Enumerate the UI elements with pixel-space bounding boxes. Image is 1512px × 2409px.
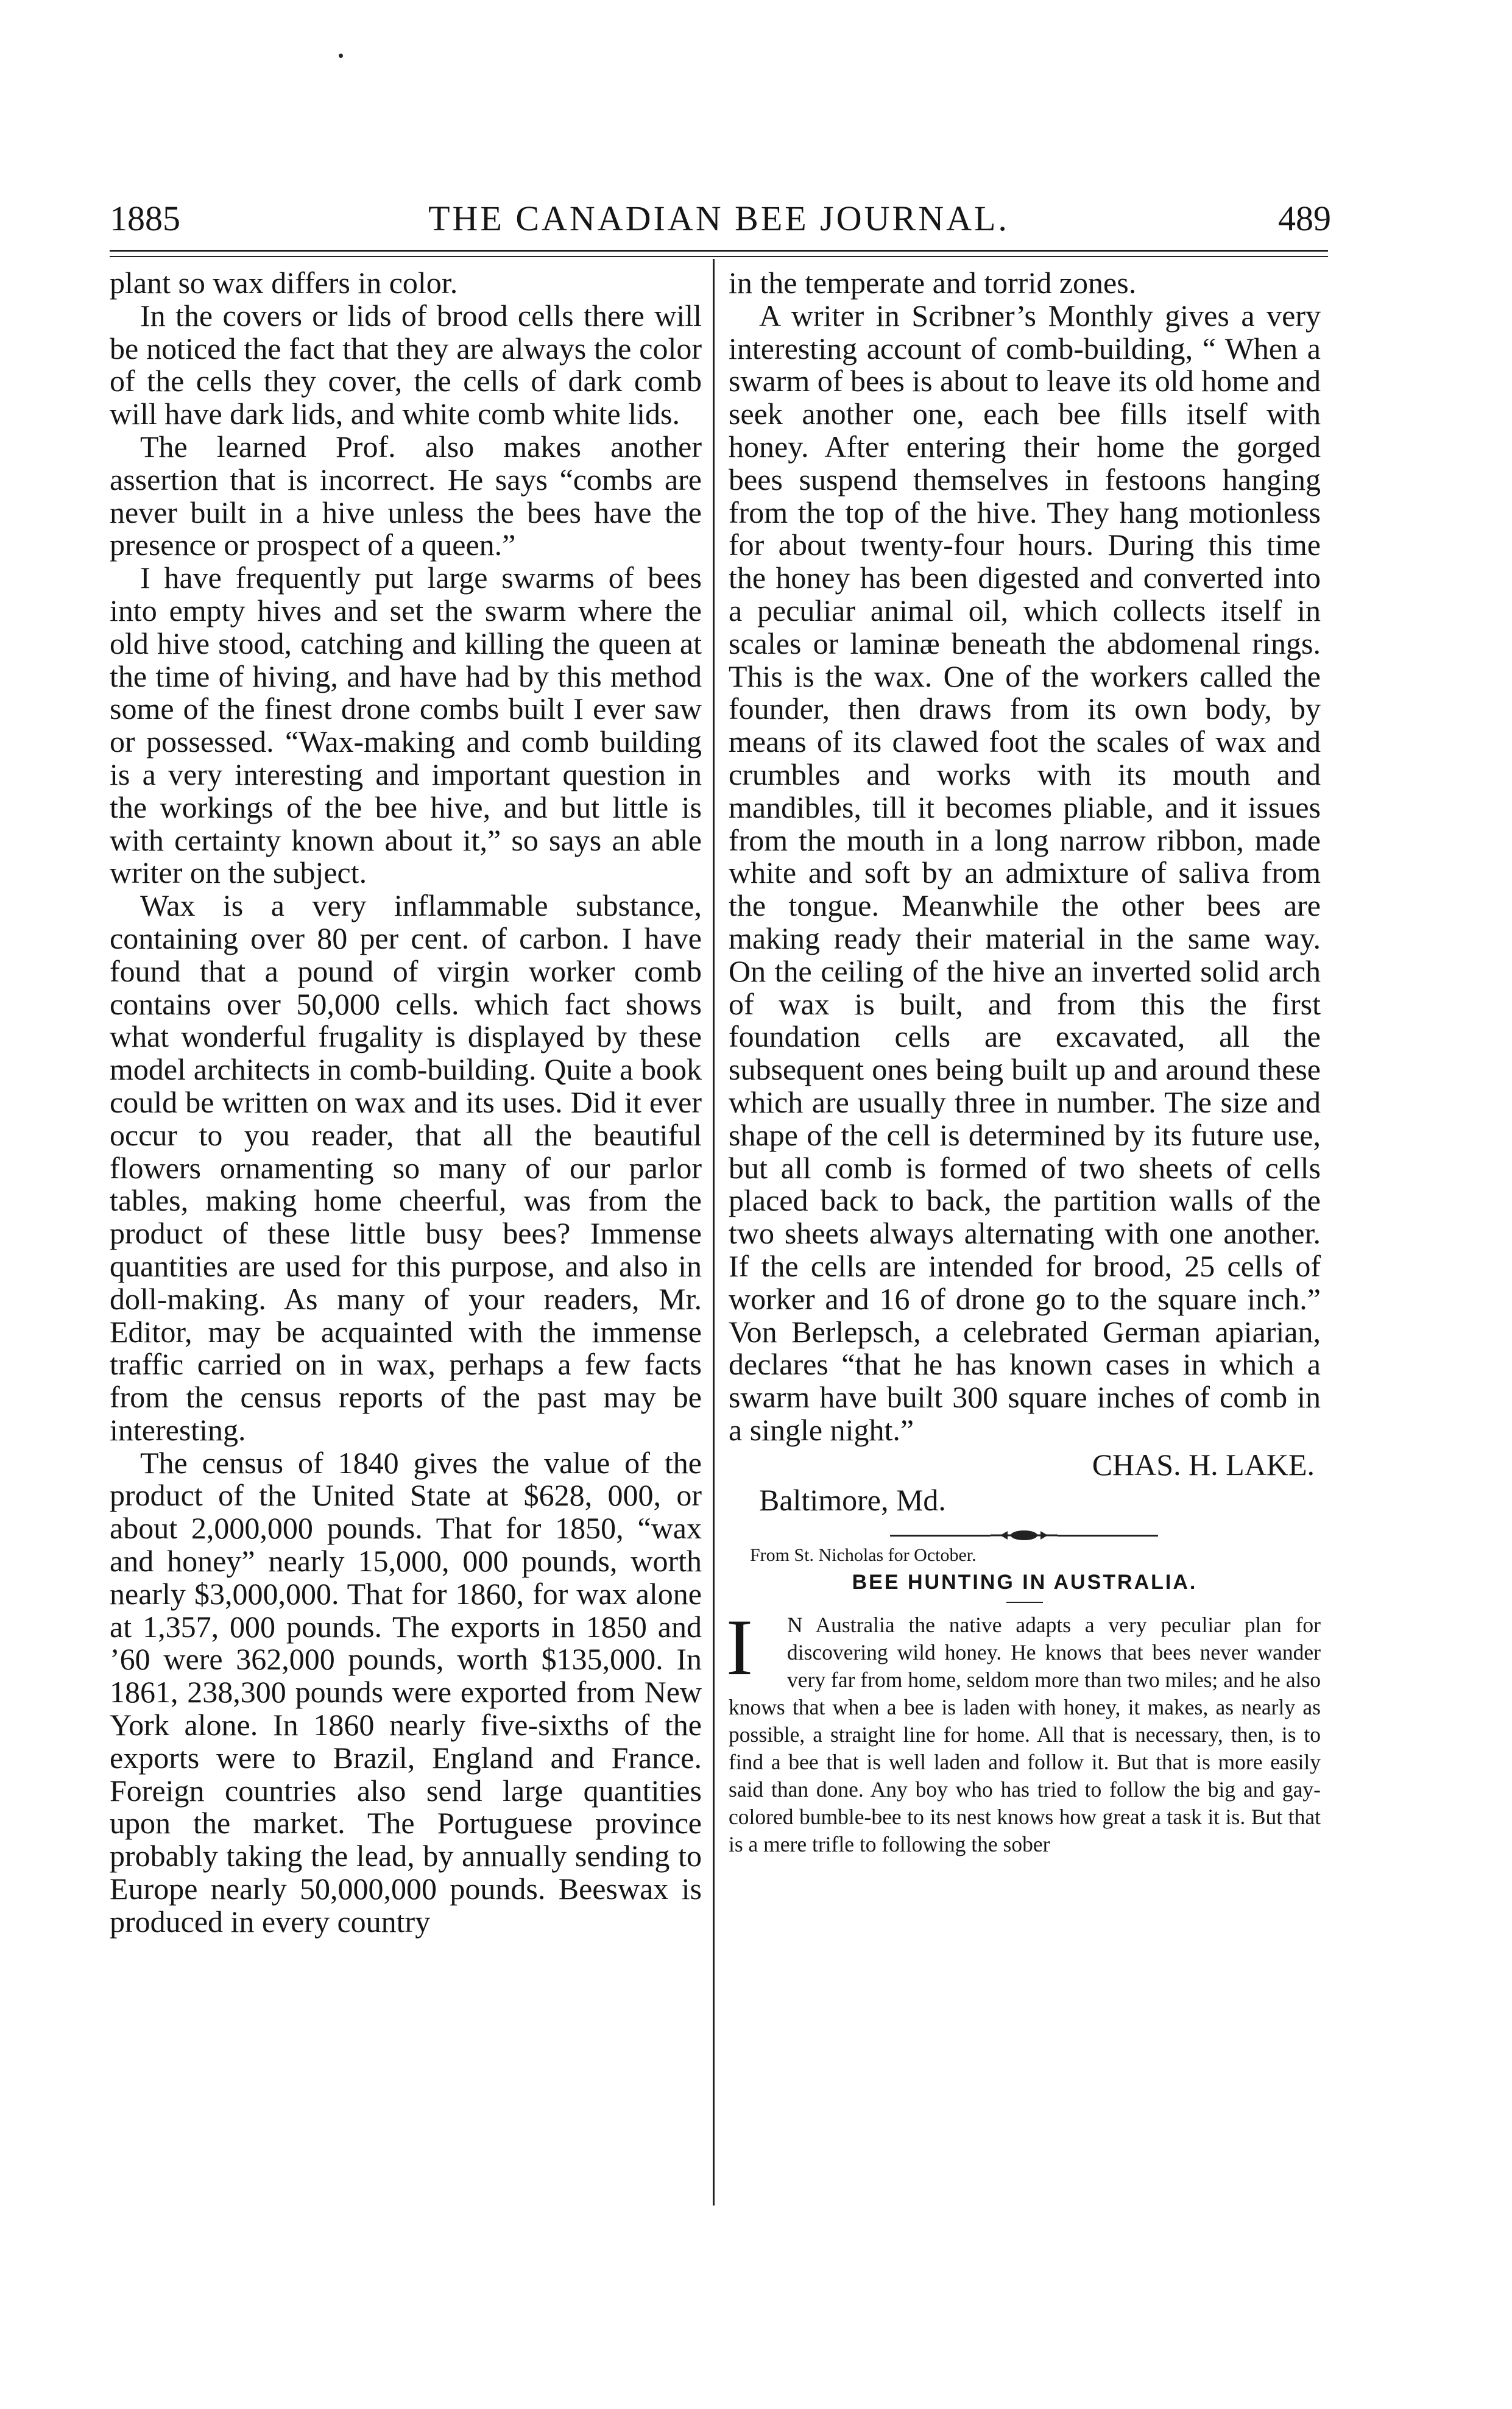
right-column bbox=[726, 266, 1321, 1858]
article-title: BEE HUNTING IN AUSTRALIA. bbox=[852, 1570, 1198, 1594]
page-header bbox=[101, 198, 1337, 247]
paragraph: Wax is a very inflammable substance, containing over 80 per cent. of carbon. I have found that a pound of virgin worker comb contains over 50,000 cells. which fact shows what wonderful frugality is displayed by these model architects in comb-building. Quite a book could be written on wax and its uses. Did it ever occur to you reader, that all the beautiful flowers ornamenting so many of our parlor tables, making home cheerful, was from the product of these little busy bees? Immense quantities are used for this purpose, and also in doll-making. As many of your readers, Mr. Editor, may be acquainted with the immense traffic carried on in wax, perhaps a few facts from the census reports of the past may be interesting. bbox=[110, 888, 702, 1447]
author-location: Baltimore, Md. bbox=[759, 1482, 946, 1517]
paragraph: The learned Prof. also makes another assertion that is incorrect. He says “combs are never built in a hive unless the bees have the presence or prospect of a queen.” bbox=[110, 429, 702, 562]
ink-speck bbox=[339, 54, 343, 58]
left-column bbox=[110, 267, 702, 1939]
page-number: 489 bbox=[1278, 199, 1331, 238]
header-year: 1885 bbox=[110, 199, 180, 238]
article-source: From St. Nicholas for October. bbox=[750, 1544, 977, 1565]
paragraph: in the temperate and torrid zones. bbox=[729, 266, 1137, 300]
column-divider bbox=[713, 259, 715, 2206]
drop-cap: I bbox=[726, 1602, 753, 1692]
title-rule bbox=[1006, 1602, 1043, 1603]
header-rule bbox=[110, 250, 1328, 252]
paragraph: A writer in Scribner’s Monthly gives a very interesting account of comb-building, “ When a swarm of bees is about to leave its old home and seek another one, each bee fills itself with honey. After entering their home the gorged bees suspend themselves in festoons hanging from the top of the hive. They hang motionless for about twenty-four hours. During this time the honey has been digested and converted into a peculiar animal oil, which collects itself in scales or laminæ beneath the abdomenal rings. This is the wax. One of the workers called the founder, then draws from its own body, by means of its clawed foot the scales of wax and crumbles and works with its mouth and mandibles, till it becomes pliable, and it issues from the mouth in a long narrow ribbon, made white and soft by an admixture of saliva from the tongue. Meanwhile the other bees are making ready their material in the same way. On the ceiling of the hive an inverted solid arch of wax is built, and from this the first foundation cells are excavated, all the subsequent ones being built up and around these which are usually three in number. The size and shape of the cell is determined by its future use, but all comb is formed of two sheets of cells placed back to back, the partition walls of the two sheets always alternating with one another. If the cells are intended for brood, 25 cells of worker and 16 of drone go to the square inch.” Von Berlepsch, a celebrated German apiarian, declares “that he has known cases in which a swarm have built 300 square inches of comb in a single night.” bbox=[729, 298, 1321, 1447]
divider-ornament-icon bbox=[991, 1529, 1058, 1542]
header-rule-double bbox=[110, 256, 1328, 257]
journal-title: THE CANADIAN BEE JOURNAL. bbox=[428, 199, 1009, 238]
paragraph: I have frequently put large swarms of bees into empty hives and set the swarm where the old hive stood, catching and killing the queen at the time of hiving, and have had by this method some of the finest drone combs built I ever saw or possessed. “Wax-making and comb building is a very interesting and important question in the workings of the bee hive, and but little is with certainty known about it,” so says an able writer on the subject. bbox=[110, 561, 702, 890]
article-text: N Australia the native adapts a very peculiar plan for discovering wild honey. He knows that bees never wander very far from home, seldom more than two miles; and he also knows that when a bee is laden with honey, it makes, as nearly as possible, a straight line for home. All that is necessary, then, is to find a bee that is well laden and follow it. But that is more easily said than done. Any boy who has tried to follow the big and gay-colored bumble-bee to its nest knows how great a task it is. But that is a mere trifle to following the sober bbox=[729, 1612, 1321, 1856]
section-divider bbox=[729, 1529, 1321, 1542]
article-body bbox=[726, 1602, 1321, 1858]
author-signature: CHAS. H. LAKE. bbox=[1092, 1447, 1315, 1482]
paragraph: plant so wax differs in color. bbox=[110, 266, 458, 300]
paragraph: The census of 1840 gives the value of the product of the United State at $628, 000, or about 2,000,000 pounds. That for 1850, “wax and honey” nearly 15,000, 000 pounds, worth nearly $3,000,000. That for 1860, for wax alone at 1,357, 000 pounds. The exports in 1850 and ’60 were 362,000 pounds, worth $135,000. In 1861, 238,300 pounds were exported from New York alone. In 1860 nearly five-sixths of the exports were to Brazil, England and France. Foreign countries also send large quantities upon the market. The Portuguese province probably taking the lead, by annually sending to Europe nearly 50,000,000 pounds. Beeswax is produced in every country bbox=[110, 1445, 702, 1939]
paragraph: In the covers or lids of brood cells there will be noticed the fact that they are always the color of the cells they cover, the cells of dark comb will have dark lids, and white comb white lids. bbox=[110, 298, 702, 431]
